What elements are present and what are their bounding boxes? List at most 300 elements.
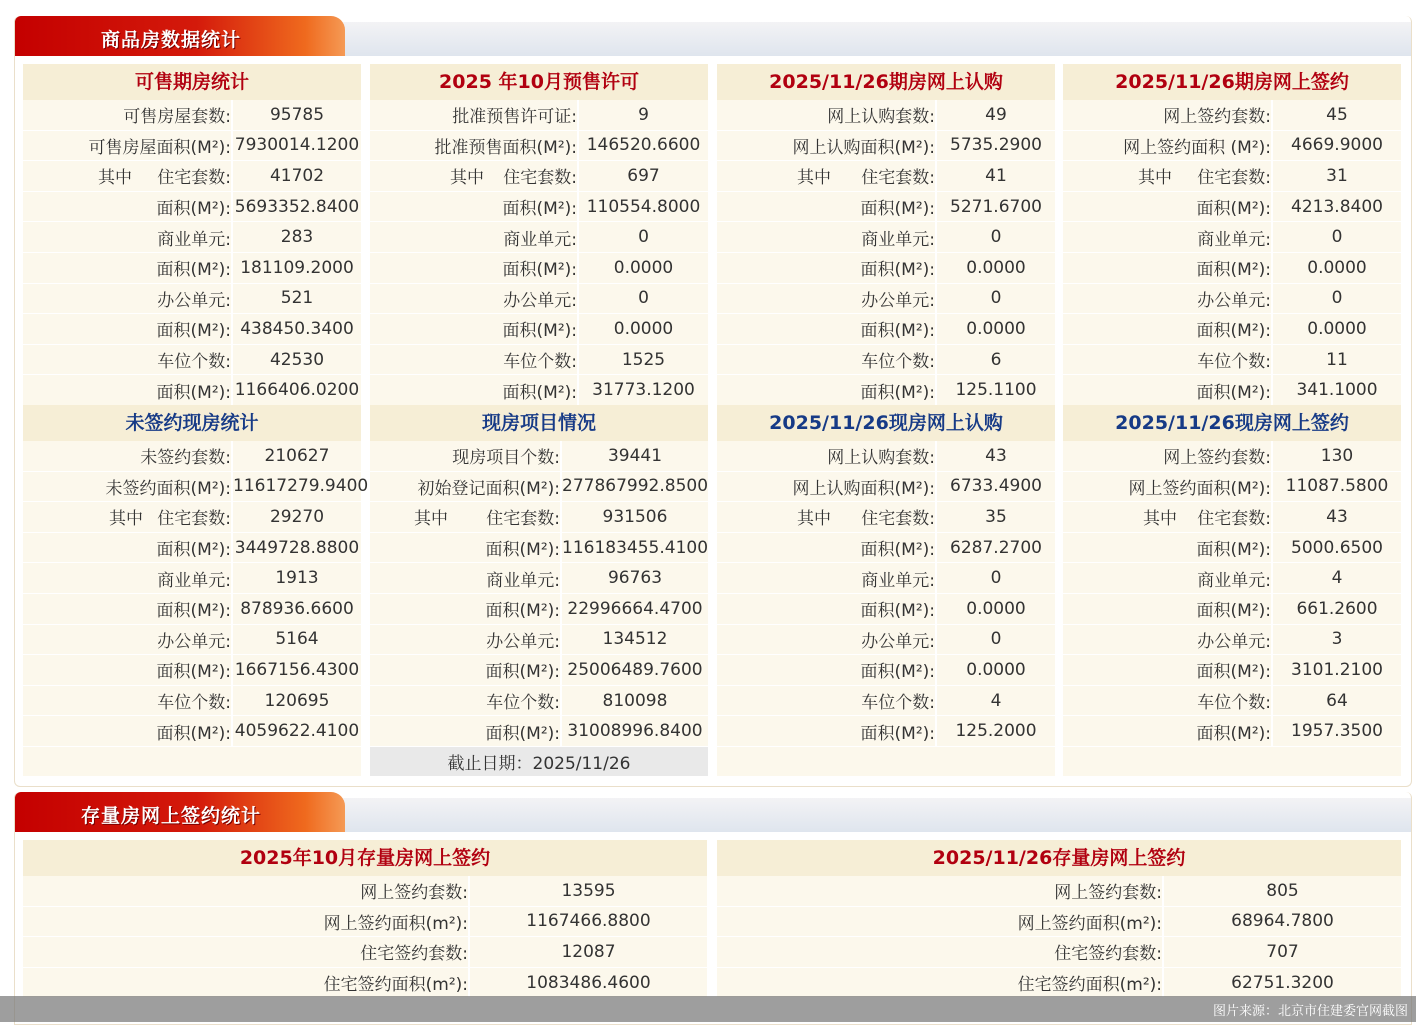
row-label: 面积(M²): xyxy=(1196,662,1271,683)
row-value: 0.0000 xyxy=(1271,314,1401,344)
row-label: 车位个数: xyxy=(1197,352,1271,373)
table-row xyxy=(717,937,1401,968)
stat-block xyxy=(23,405,369,776)
table-row xyxy=(1063,161,1401,192)
row-label: 住宅套数: xyxy=(1197,168,1271,189)
row-label: 办公单元: xyxy=(157,631,231,652)
table-row xyxy=(717,253,1055,284)
table-row xyxy=(23,968,707,999)
row-label: 面积(M²): xyxy=(1196,382,1271,403)
row-label-cell xyxy=(370,716,560,746)
row-label-cell xyxy=(1063,222,1271,252)
row-value: 0 xyxy=(935,284,1055,314)
row-label-cell xyxy=(370,563,560,593)
stat-block xyxy=(1063,64,1401,406)
row-value: 9 xyxy=(577,100,708,130)
row-value: 45 xyxy=(1271,100,1401,130)
row-label: 面积(M²): xyxy=(1196,723,1271,744)
row-label-cell xyxy=(370,533,560,563)
block-title: 未签约现房统计 xyxy=(23,405,361,441)
row-value: 4059622.4100 xyxy=(231,716,361,746)
row-label: 网上认购套数: xyxy=(827,107,935,128)
row-group-label: 其中 xyxy=(450,168,484,189)
row-label: 面积(M²): xyxy=(1196,321,1271,342)
row-label-cell xyxy=(1063,131,1271,161)
table-row xyxy=(717,441,1055,472)
table-row xyxy=(717,716,1055,747)
row-label: 面积(M²): xyxy=(1196,260,1271,281)
table-row xyxy=(23,716,361,747)
table-row xyxy=(1063,131,1401,162)
row-label: 网上签约面积(M²): xyxy=(1128,478,1271,499)
row-value: 62751.3200 xyxy=(1162,968,1401,998)
empty-row xyxy=(1063,747,1401,776)
row-value: 146520.6600 xyxy=(577,131,708,161)
row-value: 43 xyxy=(1271,502,1401,532)
watermark-text: 图片来源：北京市住建委官网截图 xyxy=(1212,1004,1408,1019)
table-row xyxy=(23,131,361,162)
table-row xyxy=(23,284,361,315)
table-row xyxy=(1063,594,1401,625)
table-row xyxy=(1063,533,1401,564)
table-row xyxy=(370,131,708,162)
section-title: 存量房网上签约统计 xyxy=(81,805,262,827)
empty-row xyxy=(717,747,1055,776)
table-row xyxy=(23,686,361,717)
row-label: 商业单元: xyxy=(486,570,560,591)
table-row xyxy=(1063,472,1401,503)
table-row xyxy=(717,686,1055,717)
row-label-cell xyxy=(1063,253,1271,283)
row-value: 810098 xyxy=(560,686,708,716)
row-label: 办公单元: xyxy=(503,290,577,311)
row-value: 5000.6500 xyxy=(1271,533,1401,563)
row-label: 住宅套数: xyxy=(1197,509,1271,530)
row-value: 438450.3400 xyxy=(231,314,361,344)
row-value: 35 xyxy=(935,502,1055,532)
row-label-cell xyxy=(717,131,935,161)
row-value: 1667156.4300 xyxy=(231,655,361,685)
row-label: 面积(M²): xyxy=(860,540,935,561)
row-label-cell xyxy=(370,284,577,314)
row-label: 网上认购面积(M²): xyxy=(792,478,935,499)
row-value: 31 xyxy=(1271,161,1401,191)
row-label: 网上认购套数: xyxy=(827,448,935,469)
row-value: 0 xyxy=(1271,222,1401,252)
row-label-cell xyxy=(370,441,560,471)
table-row xyxy=(717,502,1055,533)
row-value: 11 xyxy=(1271,345,1401,375)
table-row xyxy=(1063,716,1401,747)
table-row xyxy=(23,375,361,406)
row-label: 办公单元: xyxy=(1197,290,1271,311)
row-value: 13595 xyxy=(468,876,707,906)
row-label: 商业单元: xyxy=(157,229,231,250)
row-label: 面积(M²): xyxy=(156,540,231,561)
row-label-cell xyxy=(717,472,935,502)
row-label: 车位个数: xyxy=(157,693,231,714)
row-label: 批准预售面积(M²): xyxy=(434,137,577,158)
row-value: 110554.8000 xyxy=(577,192,708,222)
table-row xyxy=(370,161,708,192)
row-value: 120695 xyxy=(231,686,361,716)
row-value: 5735.2900 xyxy=(935,131,1055,161)
row-value: 6 xyxy=(935,345,1055,375)
table-row xyxy=(717,655,1055,686)
row-group-label: 其中 xyxy=(1138,168,1172,189)
row-label: 未签约面积(M²): xyxy=(105,478,231,499)
table-row xyxy=(1063,345,1401,376)
row-label-cell xyxy=(717,686,935,716)
table-row xyxy=(370,100,708,131)
row-value: 3 xyxy=(1271,625,1401,655)
row-label-cell xyxy=(370,472,560,502)
row-label-cell xyxy=(23,161,231,191)
row-value: 341.1000 xyxy=(1271,375,1401,405)
table-row xyxy=(370,314,708,345)
row-label: 网上签约套数: xyxy=(1163,107,1271,128)
row-label: 车位个数: xyxy=(861,352,935,373)
row-label: 住宅套数: xyxy=(486,509,560,530)
row-value: 1957.3500 xyxy=(1271,716,1401,746)
row-value: 95785 xyxy=(231,100,361,130)
block-title: 2025/11/26期房网上签约 xyxy=(1063,64,1401,100)
row-label-cell xyxy=(23,655,231,685)
row-value: 0.0000 xyxy=(935,655,1055,685)
table-row xyxy=(23,876,707,907)
row-value: 0.0000 xyxy=(935,253,1055,283)
row-label-cell xyxy=(1063,563,1271,593)
row-value: 125.1100 xyxy=(935,375,1055,405)
table-row xyxy=(1063,441,1401,472)
row-value: 5693352.8400 xyxy=(231,192,361,222)
row-label: 批准预售许可证: xyxy=(452,107,577,128)
row-value: 134512 xyxy=(560,625,708,655)
row-label-cell xyxy=(23,625,231,655)
table-row xyxy=(717,314,1055,345)
table-row xyxy=(717,100,1055,131)
row-label: 商业单元: xyxy=(861,229,935,250)
row-label: 面积(M²): xyxy=(860,601,935,622)
row-value: 11617279.9400 xyxy=(231,472,368,502)
row-value: 6733.4900 xyxy=(935,472,1055,502)
table-row xyxy=(370,594,708,625)
row-label: 车位个数: xyxy=(503,352,577,373)
row-value: 3449728.8800 xyxy=(231,533,361,563)
row-label-cell xyxy=(1063,472,1271,502)
table-row xyxy=(23,502,361,533)
row-value: 125.2000 xyxy=(935,716,1055,746)
cutoff-date: 截止日期：2025/11/26 xyxy=(370,747,708,776)
row-value: 283 xyxy=(231,222,361,252)
row-value: 3101.2100 xyxy=(1271,655,1401,685)
row-label: 住宅签约套数: xyxy=(360,944,468,965)
row-label: 网上签约面积(m²): xyxy=(323,913,468,934)
table-row xyxy=(370,686,708,717)
section-header xyxy=(15,792,1411,832)
row-value: 49 xyxy=(935,100,1055,130)
row-group-label: 其中 xyxy=(414,509,448,530)
row-group-label: 其中 xyxy=(109,509,143,530)
table-row xyxy=(1063,655,1401,686)
row-value: 878936.6600 xyxy=(231,594,361,624)
row-label-cell xyxy=(23,594,231,624)
table-row xyxy=(370,441,708,472)
table-row xyxy=(23,655,361,686)
row-label-cell xyxy=(717,533,935,563)
row-label-cell xyxy=(1063,594,1271,624)
row-label-cell xyxy=(370,625,560,655)
row-label: 面积(M²): xyxy=(502,382,577,403)
row-label-cell xyxy=(717,441,935,471)
table-row xyxy=(717,192,1055,223)
row-label: 面积(M²): xyxy=(485,662,560,683)
table-row xyxy=(370,472,708,503)
row-label: 住宅签约套数: xyxy=(1054,944,1162,965)
row-value: 0.0000 xyxy=(935,594,1055,624)
row-label-cell xyxy=(23,284,231,314)
row-label-cell xyxy=(717,594,935,624)
row-label: 车位个数: xyxy=(1197,693,1271,714)
row-label: 面积(M²): xyxy=(485,601,560,622)
row-label: 办公单元: xyxy=(1197,631,1271,652)
row-label-cell xyxy=(717,161,935,191)
table-row xyxy=(370,253,708,284)
row-label: 办公单元: xyxy=(861,631,935,652)
row-label: 面积(M²): xyxy=(860,321,935,342)
table-row xyxy=(717,563,1055,594)
row-label: 面积(M²): xyxy=(860,382,935,403)
table-row xyxy=(717,284,1055,315)
table-row xyxy=(717,907,1401,938)
row-label-cell xyxy=(370,345,577,375)
row-label: 面积(M²): xyxy=(485,540,560,561)
row-label-cell xyxy=(23,686,231,716)
table-row xyxy=(1063,222,1401,253)
table-row xyxy=(23,472,369,503)
row-label-cell xyxy=(717,284,935,314)
table-row xyxy=(717,533,1055,564)
row-value: 130 xyxy=(1271,441,1401,471)
row-label: 办公单元: xyxy=(157,290,231,311)
row-label: 面积(M²): xyxy=(1196,601,1271,622)
row-value: 25006489.7600 xyxy=(560,655,708,685)
row-label: 办公单元: xyxy=(861,290,935,311)
row-value: 39441 xyxy=(560,441,708,471)
row-label: 面积(M²): xyxy=(502,199,577,220)
row-label-cell xyxy=(23,192,231,222)
row-label: 网上签约套数: xyxy=(360,883,468,904)
row-label-cell xyxy=(23,100,231,130)
section-title: 商品房数据统计 xyxy=(101,29,242,51)
table-row xyxy=(717,594,1055,625)
row-label-cell xyxy=(23,716,231,746)
row-value: 5164 xyxy=(231,625,361,655)
row-label-cell xyxy=(1063,375,1271,405)
table-row xyxy=(1063,375,1401,406)
row-label-cell xyxy=(23,314,231,344)
row-label: 商业单元: xyxy=(1197,570,1271,591)
row-label-cell xyxy=(717,192,935,222)
row-label: 现房项目个数: xyxy=(452,448,560,469)
section-tab xyxy=(15,792,345,832)
row-label: 商业单元: xyxy=(157,570,231,591)
row-label-cell xyxy=(370,375,577,405)
table-row xyxy=(717,968,1401,999)
table-row xyxy=(1063,192,1401,223)
row-label-cell xyxy=(370,222,577,252)
table-row xyxy=(23,345,361,376)
table-row xyxy=(370,563,708,594)
row-label: 网上签约套数: xyxy=(1054,883,1162,904)
row-value: 22996664.4700 xyxy=(560,594,708,624)
row-group-label: 其中 xyxy=(98,168,132,189)
row-label-cell xyxy=(717,253,935,283)
section-header xyxy=(15,16,1411,56)
row-group-label: 其中 xyxy=(797,509,831,530)
row-label: 未签约套数: xyxy=(140,448,231,469)
table-row xyxy=(23,625,361,656)
row-label: 面积(M²): xyxy=(156,662,231,683)
row-label: 初始登记面积(M²): xyxy=(417,478,560,499)
row-label-cell xyxy=(23,375,231,405)
row-value: 0.0000 xyxy=(935,314,1055,344)
row-value: 0 xyxy=(1271,284,1401,314)
row-value: 68964.7800 xyxy=(1162,907,1401,937)
row-label-cell xyxy=(1063,625,1271,655)
row-label-cell xyxy=(717,625,935,655)
row-value: 4213.8400 xyxy=(1271,192,1401,222)
row-value: 707 xyxy=(1162,937,1401,967)
row-value: 277867992.8500 xyxy=(560,472,708,502)
row-label: 网上签约套数: xyxy=(1163,448,1271,469)
table-row xyxy=(717,131,1055,162)
row-value: 7930014.1200 xyxy=(231,131,361,161)
block-title: 2025/11/26现房网上认购 xyxy=(717,405,1055,441)
row-label: 住宅签约面积(m²): xyxy=(323,975,468,996)
row-label: 面积(M²): xyxy=(1196,199,1271,220)
table-row xyxy=(370,625,708,656)
row-label: 面积(M²): xyxy=(485,723,560,744)
table-row xyxy=(370,375,708,406)
table-row xyxy=(370,284,708,315)
row-label-cell xyxy=(717,502,935,532)
row-label-cell xyxy=(370,655,560,685)
block-title: 2025/11/26存量房网上签约 xyxy=(717,840,1401,876)
row-label-cell xyxy=(1063,345,1271,375)
row-label-cell xyxy=(1063,686,1271,716)
table-row xyxy=(23,161,361,192)
stat-block xyxy=(1063,405,1401,776)
table-row xyxy=(23,253,361,284)
row-value: 0 xyxy=(935,222,1055,252)
row-label-cell xyxy=(23,472,231,502)
row-value: 1166406.0200 xyxy=(231,375,361,405)
row-label: 网上认购面积(M²): xyxy=(792,137,935,158)
block-title: 2025/11/26期房网上认购 xyxy=(717,64,1055,100)
row-label: 面积(M²): xyxy=(502,260,577,281)
row-label-cell xyxy=(23,222,231,252)
row-value: 210627 xyxy=(231,441,361,471)
row-label: 可售房屋套数: xyxy=(123,107,231,128)
row-label-cell xyxy=(1063,441,1271,471)
row-value: 0.0000 xyxy=(577,253,708,283)
row-value: 96763 xyxy=(560,563,708,593)
row-value: 521 xyxy=(231,284,361,314)
row-value: 0 xyxy=(935,563,1055,593)
row-label: 车位个数: xyxy=(486,693,560,714)
row-value: 1083486.4600 xyxy=(468,968,707,998)
row-label: 网上签约面积(m²): xyxy=(1017,913,1162,934)
row-value: 661.2600 xyxy=(1271,594,1401,624)
row-value: 42530 xyxy=(231,345,361,375)
table-row xyxy=(370,716,708,747)
row-label: 车位个数: xyxy=(861,693,935,714)
row-group-label: 其中 xyxy=(797,168,831,189)
table-row xyxy=(717,161,1055,192)
watermark-bar xyxy=(0,996,1416,1022)
stat-block xyxy=(717,64,1055,406)
row-label: 车位个数: xyxy=(157,352,231,373)
row-label-cell xyxy=(1063,655,1271,685)
row-label-cell xyxy=(717,716,935,746)
row-label-cell xyxy=(23,533,231,563)
table-row xyxy=(717,472,1055,503)
row-value: 931506 xyxy=(560,502,708,532)
table-row xyxy=(1063,284,1401,315)
row-value: 31773.1200 xyxy=(577,375,708,405)
table-row xyxy=(370,502,708,533)
row-value: 0.0000 xyxy=(577,314,708,344)
table-row xyxy=(1063,314,1401,345)
row-label: 商业单元: xyxy=(861,570,935,591)
row-label-cell xyxy=(1063,314,1271,344)
row-label-cell xyxy=(717,655,935,685)
row-label: 面积(M²): xyxy=(156,723,231,744)
row-label-cell xyxy=(1063,284,1271,314)
table-row xyxy=(717,625,1055,656)
row-label-cell xyxy=(1063,533,1271,563)
table-row xyxy=(717,876,1401,907)
row-value: 0 xyxy=(935,625,1055,655)
section-tab xyxy=(15,16,345,56)
row-label-cell xyxy=(717,563,935,593)
row-value: 31008996.8400 xyxy=(560,716,708,746)
row-label-cell xyxy=(370,161,577,191)
table-row xyxy=(23,100,361,131)
row-label-cell xyxy=(23,131,231,161)
row-label: 住宅签约面积(m²): xyxy=(1017,975,1162,996)
table-row xyxy=(1063,502,1401,533)
row-value: 181109.2000 xyxy=(231,253,361,283)
table-row xyxy=(717,345,1055,376)
row-value: 1913 xyxy=(231,563,361,593)
row-value: 41 xyxy=(935,161,1055,191)
row-label: 住宅套数: xyxy=(861,168,935,189)
row-label: 住宅套数: xyxy=(861,509,935,530)
row-label: 面积(M²): xyxy=(860,723,935,744)
row-label-cell xyxy=(370,594,560,624)
row-value: 0 xyxy=(577,222,708,252)
table-row xyxy=(23,563,361,594)
table-row xyxy=(370,222,708,253)
header-bar xyxy=(335,798,1411,832)
row-value: 12087 xyxy=(468,937,707,967)
row-group-label: 其中 xyxy=(1143,509,1177,530)
row-value: 697 xyxy=(577,161,708,191)
row-value: 11087.5800 xyxy=(1271,472,1401,502)
row-label-cell xyxy=(1063,716,1271,746)
